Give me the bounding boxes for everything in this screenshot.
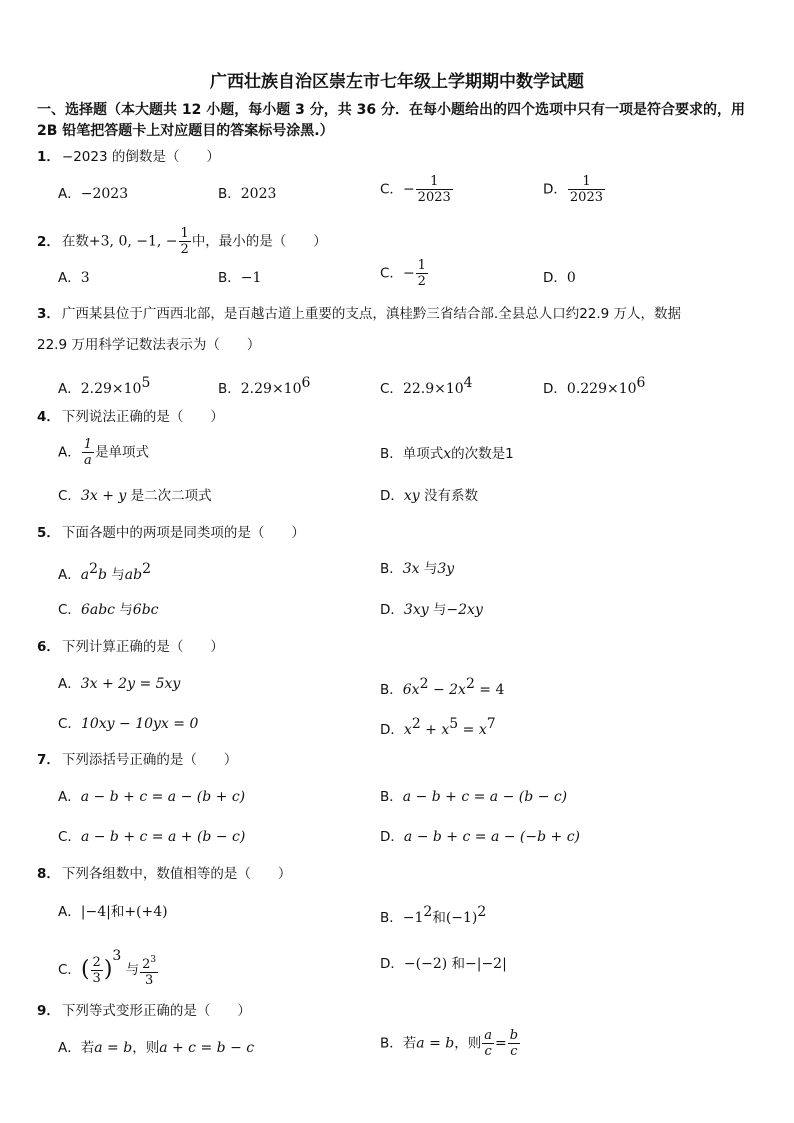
option-1a: A．−2023 <box>58 186 129 202</box>
option-7c: C．a − b + c = a + (b − c) <box>58 829 246 845</box>
question-9: 9． 下列等式变形正确的是（ ） <box>37 1003 251 1019</box>
option-5d: D．3xy 与−2xy <box>380 602 483 618</box>
option-9a: A．若a = b，则a + c = b − c <box>58 1040 255 1056</box>
option-2d: D．0 <box>543 270 576 286</box>
option-7b: B．a − b + c = a − (b − c) <box>380 789 568 805</box>
question-2: 2． 在数+3, 0, −1, − $\frac{1}{2}$ 中，最小的是（ ） <box>37 226 327 257</box>
option-1b: B．2023 <box>218 186 277 202</box>
option-8c: C．( $\frac{2}{3}$ )$^3$ 与 $\frac{2^3}{3}$ <box>58 948 157 988</box>
option-5a: A．$a^2b$ 与$ab^2$ <box>58 561 152 583</box>
question-8: 8． 下列各组数中，数值相等的是（ ） <box>37 866 292 882</box>
option-4a: A． $\frac{1}{a}$ 是单项式 <box>58 437 150 468</box>
section-heading: 一、选择题（本大题共 12 小题，每小题 3 分，共 36 分．在每小题给出的四个选项中只有一项是符合要求的，用 2B 铅笔把答题卡上对应题目的答案标号涂黑.） <box>37 102 745 139</box>
question-number: 1． <box>37 149 60 165</box>
question-4: 4． 下列说法正确的是（ ） <box>37 409 224 425</box>
option-8a: A．|−4|和+(+4) <box>58 904 168 920</box>
question-text: −2023 的倒数是（ ） <box>61 149 220 165</box>
option-6b: B．$6x^2 - 2x^2 = 4$ <box>380 676 505 698</box>
option-3c: C．$22.9\times 10^4$ <box>380 375 473 397</box>
option-5c: C．6abc 与6bc <box>58 602 159 618</box>
option-5b: B．3x 与3y <box>380 561 455 577</box>
option-6d: D．$x^2 + x^5 = x^7$ <box>380 716 496 738</box>
option-4c: C．3x + y 是二次二项式 <box>58 488 212 504</box>
option-9b: B．若a = b，则 $\frac{a}{c}$ = $\frac{b}{c}$ <box>380 1028 519 1059</box>
option-2b: B．−1 <box>218 270 262 286</box>
option-6a: A．3x + 2y = 5xy <box>58 676 181 692</box>
page-title: 广西壮族自治区崇左市七年级上学期期中数学试题 <box>210 72 584 92</box>
option-3d: D．$0.229\times 10^6$ <box>543 375 646 397</box>
option-2a: A．3 <box>58 270 90 286</box>
option-3a: A．$2.29\times 10^5$ <box>58 375 151 397</box>
option-4b: B．单项式x的次数是1 <box>380 446 514 462</box>
option-4d: D．xy 没有系数 <box>380 488 479 504</box>
option-8d: D．−(−2) 和−|−2| <box>380 956 507 972</box>
option-1d: D． $\frac{1}{2023}$ <box>543 174 603 205</box>
option-8b: B．$-1^2$和$(-1)^2$ <box>380 904 487 926</box>
option-6c: C．10xy − 10yx = 0 <box>58 716 199 732</box>
option-3b: B．$2.29\times 10^6$ <box>218 375 311 397</box>
option-7a: A．a − b + c = a − (b + c) <box>58 789 246 805</box>
option-1c: C．− $\frac{1}{2023}$ <box>380 174 451 205</box>
question-6: 6． 下列计算正确的是（ ） <box>37 639 224 655</box>
question-5: 5． 下面各题中的两项是同类项的是（ ） <box>37 525 305 541</box>
question-1 <box>37 146 767 168</box>
question-3: 3． 广西某县位于广西西北部，是百越古道上重要的支点，滇桂黔三省结合部.全县总人口约22.9 万人，数据 22.9 万用科学记数法表示为（ ） <box>37 306 682 353</box>
option-7d: D．a − b + c = a − (−b + c) <box>380 829 581 845</box>
question-7: 7． 下列添括号正确的是（ ） <box>37 752 238 768</box>
option-2c: C．− $\frac{1}{2}$ <box>380 258 426 289</box>
